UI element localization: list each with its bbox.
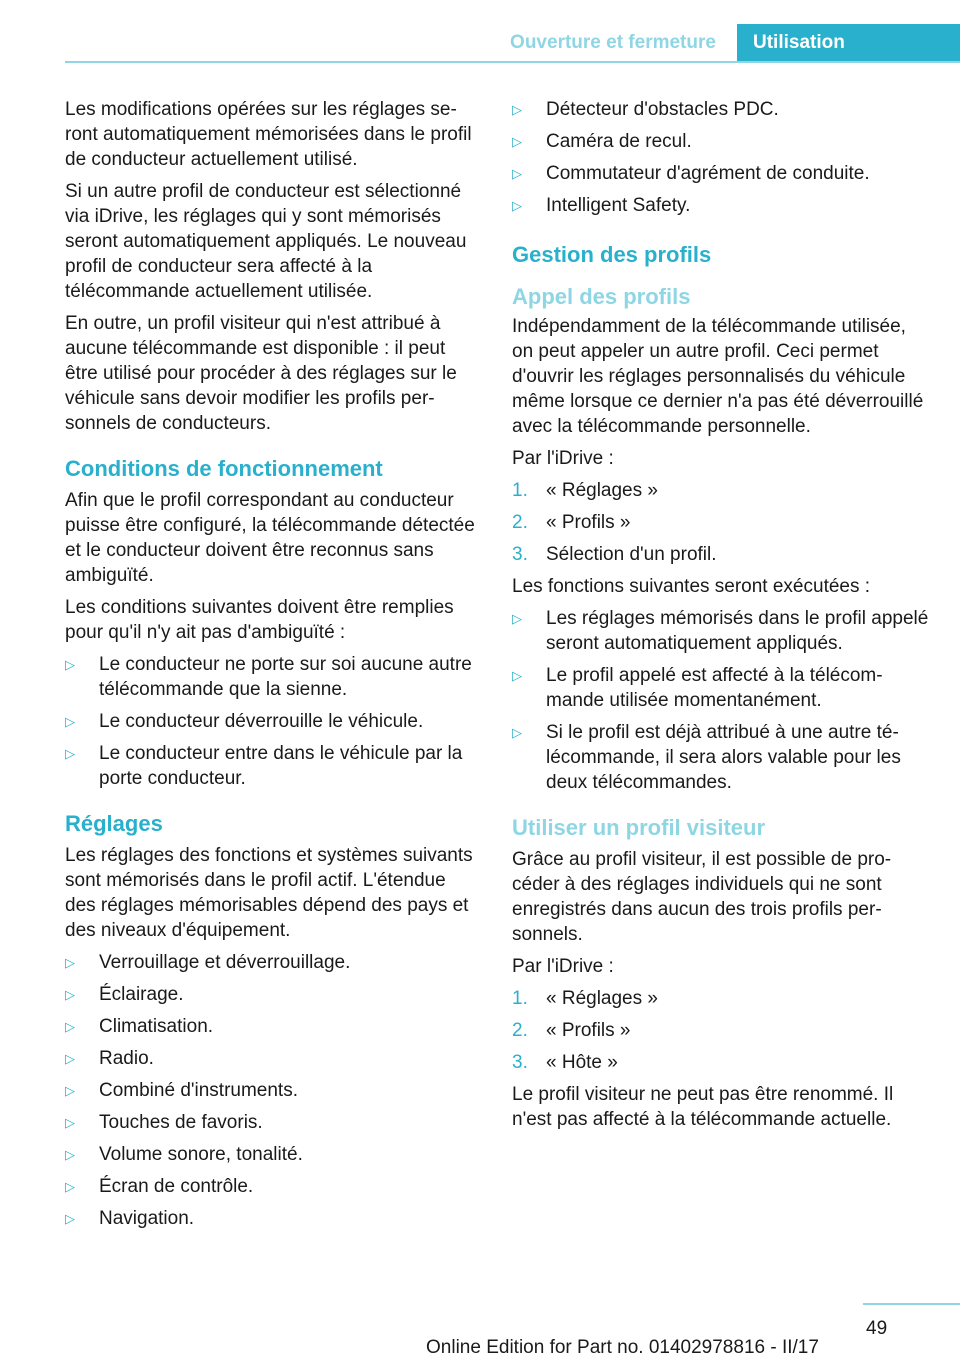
list-item: ▷ Le conducteur ne porte sur soi aucune autre télécommande que la sienne. xyxy=(65,652,477,702)
right-column xyxy=(512,97,932,1139)
list-item: ▷ Verrouillage et déverrouillage. xyxy=(65,950,477,975)
list-item: ▷ Navigation. xyxy=(65,1206,477,1231)
edition-note: Online Edition for Part no. 01402978816 - II/17 xyxy=(426,1337,819,1358)
list-item: ▷ Détecteur d'obstacles PDC. xyxy=(512,97,932,122)
effects-list xyxy=(512,606,932,795)
list-item: ▷ Caméra de recul. xyxy=(512,129,932,154)
step-number: 2. xyxy=(512,512,528,533)
list-item: ▷ Écran de contrôle. xyxy=(65,1174,477,1199)
paragraph: Par l'iDrive : xyxy=(512,448,614,469)
paragraph: Le profil visiteur ne peut pas être renommé. Il n'est pas affecté à la télécommande actuelle. xyxy=(512,1084,894,1130)
step-text: « Hôte » xyxy=(546,1052,618,1073)
step-number: 1. xyxy=(512,480,528,501)
list-item xyxy=(512,510,932,535)
step-number: 3. xyxy=(512,1052,528,1073)
paragraph: Les modifications opérées sur les réglages seront automatiquement mémorisées dans le profil de conducteur actuellement utilisé. xyxy=(65,99,472,170)
list-item: ▷ Commutateur d'agrément de conduite. xyxy=(512,161,932,186)
list-item: ▷ Le conducteur entre dans le véhicule par la porte conducteur. xyxy=(65,741,477,791)
heading-visiteur: Utiliser un profil visiteur xyxy=(512,815,766,840)
paragraph: En outre, un profil visiteur qui n'est attribué à aucune télécommande est disponible : il peut être utilisé pour procéder à des réglages sur le véhicule sans devoir modifier les profils personnels de conducteurs. xyxy=(65,313,457,434)
paragraph: Par l'iDrive : xyxy=(512,956,614,977)
paragraph: Les fonctions suivantes seront exécutées : xyxy=(512,576,871,597)
paragraph: Si un autre profil de conducteur est sélectionné via iDrive, les réglages qui y sont mémorisés seront automatiquement appliqués. Le nouveau profil de conducteur sera affecté à la télécommande actuellement utilisée. xyxy=(65,181,467,302)
heading-gestion: Gestion des profils xyxy=(512,242,712,267)
heading-conditions: Conditions de fonctionnement xyxy=(65,456,383,481)
list-item: ▷ Si le profil est déjà attribué à une autre télécommande, il sera alors valable pour les deux télécommandes. xyxy=(512,720,932,795)
list-item: ▷ Volume sonore, tonalité. xyxy=(65,1142,477,1167)
page-header xyxy=(0,24,960,62)
paragraph: Afin que le profil correspondant au conducteur puisse être configuré, la télécommande détectée et le conducteur doivent être reconnus sans ambiguïté. xyxy=(65,490,475,586)
list-item: ▷ Radio. xyxy=(65,1046,477,1071)
heading-appel: Appel des profils xyxy=(512,284,691,309)
list-item: ▷ Les réglages mémorisés dans le profil appelé seront automatiquement appliqués. xyxy=(512,606,932,656)
paragraph: Grâce au profil visiteur, il est possible de procéder à des réglages individuels qui ne sont enregistrés dans aucun des trois profils personnels. xyxy=(512,849,892,945)
list-item xyxy=(512,1018,932,1043)
step-number: 3. xyxy=(512,544,528,565)
heading-reglages: Réglages xyxy=(65,811,163,836)
step-number: 2. xyxy=(512,1020,528,1041)
steps-list xyxy=(512,478,932,567)
paragraph: Les conditions suivantes doivent être remplies pour qu'il n'y ait pas d'ambiguïté : xyxy=(65,597,454,643)
step-number: 1. xyxy=(512,988,528,1009)
chapter-tab: Utilisation xyxy=(737,24,960,62)
list-item xyxy=(512,478,932,503)
list-item: ▷ Climatisation. xyxy=(65,1014,477,1039)
list-item: ▷ Éclairage. xyxy=(65,982,477,1007)
list-item: ▷ Le profil appelé est affecté à la télécommande utilisée momentanément. xyxy=(512,663,932,713)
list-item: ▷ Touches de favoris. xyxy=(65,1110,477,1135)
paragraph: Indépendamment de la télécommande utilisée, on peut appeler un autre profil. Ceci permet d'ouvrir les réglages personnalisés du véhicule même lorsque ce dernier n'a pas été déverrouillé avec la télécommande personnelle. xyxy=(512,316,924,437)
page-number: 49 xyxy=(866,1318,888,1339)
left-column xyxy=(65,97,477,1238)
list-item xyxy=(512,986,932,1011)
settings-list-continued xyxy=(512,97,932,218)
settings-list xyxy=(65,950,477,1231)
list-item: ▷ Le conducteur déverrouille le véhicule. xyxy=(65,709,477,734)
list-item: ▷ Intelligent Safety. xyxy=(512,193,932,218)
list-item xyxy=(512,1050,932,1075)
list-item: ▷ Combiné d'instruments. xyxy=(65,1078,477,1103)
step-text: Sélection d'un profil. xyxy=(546,544,717,565)
section-tab: Ouverture et fermeture xyxy=(510,32,716,53)
list-item xyxy=(512,542,932,567)
step-text: « Profils » xyxy=(546,512,631,533)
paragraph: Les réglages des fonctions et systèmes suivants sont mémorisés dans le profil actif. L'étendue des réglages mémorisables dépend des pays et des niveaux d'équipement. xyxy=(65,845,473,941)
conditions-list xyxy=(65,652,477,791)
footer-divider xyxy=(863,1303,960,1305)
header-divider xyxy=(65,61,960,63)
step-text: « Réglages » xyxy=(546,988,658,1009)
step-text: « Réglages » xyxy=(546,480,658,501)
step-text: « Profils » xyxy=(546,1020,631,1041)
steps-list xyxy=(512,986,932,1075)
